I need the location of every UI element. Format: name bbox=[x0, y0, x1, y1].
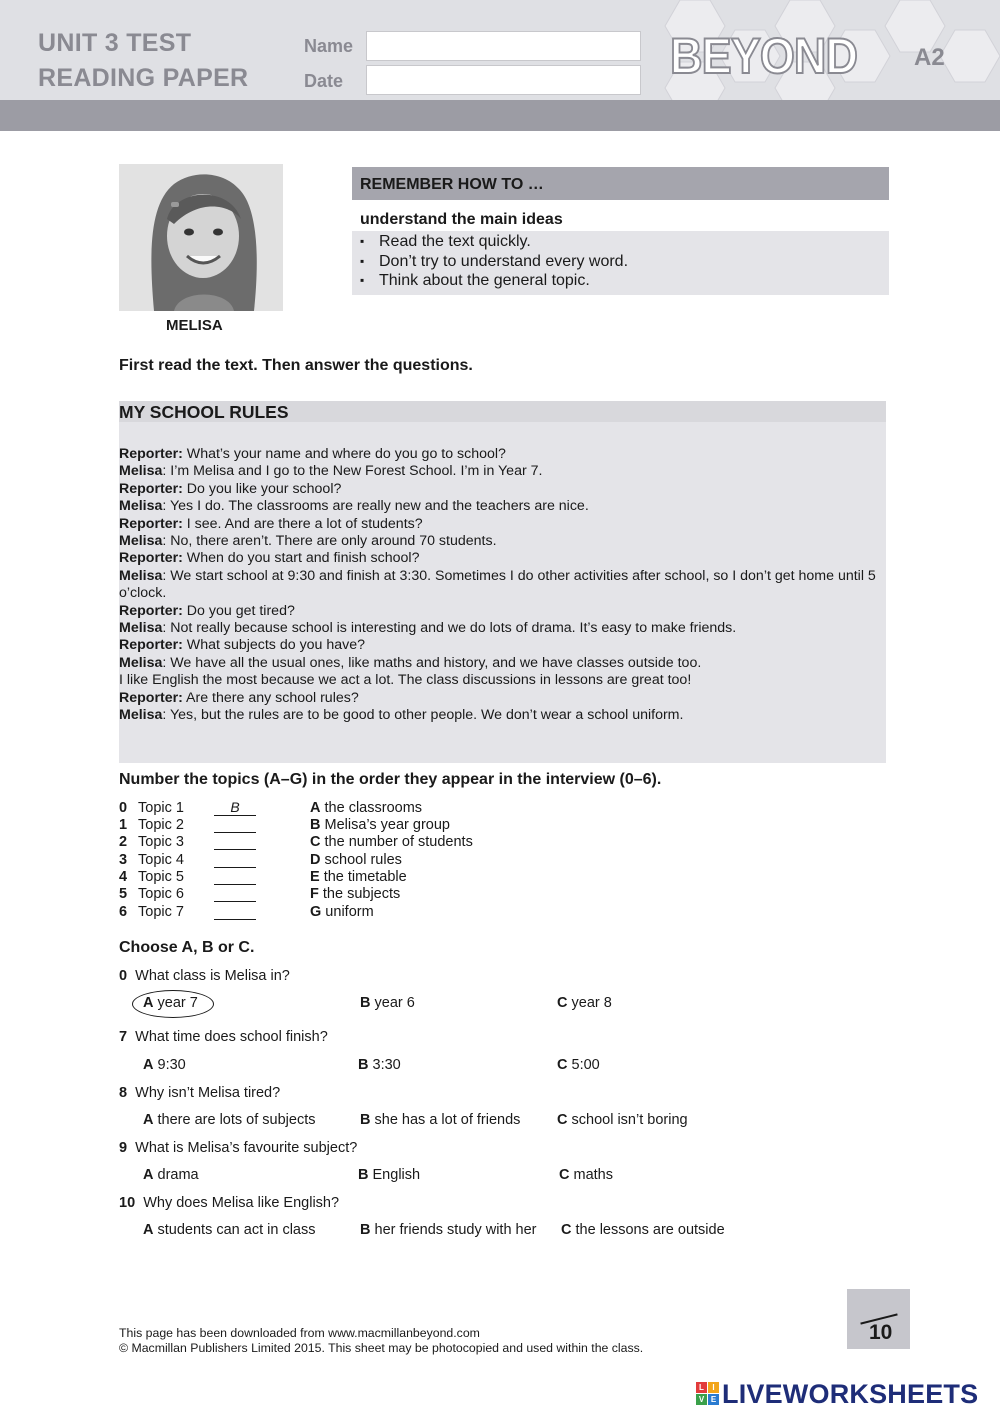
dialog-line: Reporter: I see. And are there a lot of students? bbox=[119, 515, 423, 532]
option-a[interactable]: A drama bbox=[143, 1167, 199, 1183]
interview-text-box bbox=[119, 401, 886, 763]
choose-instruction: Choose A, B or C. bbox=[119, 939, 255, 956]
test-title-line1: UNIT 3 TEST bbox=[38, 29, 192, 57]
topic-row: 2 Topic 3 C the number of students bbox=[119, 834, 473, 850]
liveworksheets-logo bbox=[696, 1378, 996, 1412]
question: 7 What time does school finish? bbox=[119, 1029, 328, 1045]
liveworksheets-wordmark: LIVEWORKSHEETS bbox=[722, 1379, 979, 1409]
brand-logo: BEYOND bbox=[670, 28, 858, 84]
option-b[interactable]: B her friends study with her bbox=[360, 1222, 537, 1238]
melisa-photo bbox=[119, 164, 283, 311]
dialog-line: Melisa: We have all the usual ones, like maths and history, and we have classes outside too. bbox=[119, 654, 702, 671]
option-b[interactable]: B year 6 bbox=[360, 995, 415, 1011]
header-band bbox=[0, 100, 1000, 131]
option-c[interactable]: C year 8 bbox=[557, 995, 612, 1011]
option-b[interactable]: B English bbox=[358, 1167, 421, 1183]
option-a[interactable]: A students can act in class bbox=[143, 1222, 316, 1238]
topic-row: 6 Topic 7 G uniform bbox=[119, 904, 374, 920]
dialog-line: Melisa: Not really because school is interesting and we do lots of drama. It’s easy to make friends. bbox=[119, 620, 737, 637]
dialog-line: Melisa: We start school at 9:30 and finish at 3:30. Sometimes I do other activities after school, so I don’t get home until 5 o’clock. bbox=[119, 567, 876, 602]
liveworksheets-icon: L I V E bbox=[696, 1382, 720, 1406]
dialog-line: Reporter: Do you like your school? bbox=[119, 480, 342, 497]
test-title-line2: READING PAPER bbox=[38, 64, 249, 92]
dialog-line: Melisa: No, there aren’t. There are only around 70 students. bbox=[119, 533, 497, 550]
topic-answer-blank[interactable] bbox=[214, 834, 256, 850]
topic-answer-blank[interactable] bbox=[214, 817, 256, 833]
option-b[interactable]: B 3:30 bbox=[358, 1057, 401, 1073]
topic-row: 0 Topic 1 B A the classrooms bbox=[119, 799, 423, 816]
dialog-line: I like English the most because we act a lot. The class discussions in lessons are great too! bbox=[119, 672, 692, 689]
topic-answer-blank[interactable] bbox=[214, 904, 256, 920]
dialog-line: Reporter: Are there any school rules? bbox=[119, 689, 359, 706]
level-badge: A2 bbox=[914, 44, 945, 71]
dialog-line: Reporter: When do you start and finish school? bbox=[119, 550, 420, 567]
topic-row: 1 Topic 2 B Melisa’s year group bbox=[119, 817, 450, 833]
tip-item: ▪ Read the text quickly. bbox=[360, 232, 889, 252]
remember-heading: REMEMBER HOW TO … bbox=[352, 167, 889, 200]
text-title: MY SCHOOL RULES bbox=[119, 401, 886, 422]
read-instruction: First read the text. Then answer the questions. bbox=[119, 357, 473, 374]
option-c[interactable]: C maths bbox=[559, 1167, 613, 1183]
score-total: 10 bbox=[869, 1321, 893, 1344]
date-label: Date bbox=[304, 71, 344, 91]
remember-subheading: understand the main ideas bbox=[360, 211, 563, 228]
tips-list bbox=[352, 231, 889, 295]
question: 0 What class is Melisa in? bbox=[119, 968, 290, 984]
dialog-line: Melisa: Yes, but the rules are to be good to other people. We don’t wear a school uniform. bbox=[119, 707, 684, 724]
question: 8 Why isn’t Melisa tired? bbox=[119, 1085, 281, 1101]
tip-item: ▪ Don’t try to understand every word. bbox=[360, 252, 889, 272]
footer-copyright: © Macmillan Publishers Limited 2015. This sheet may be photocopied and used within the class. bbox=[119, 1341, 644, 1355]
page-header bbox=[0, 0, 1000, 100]
dialog-line: Reporter: Do you get tired? bbox=[119, 602, 295, 619]
option-c[interactable]: C school isn’t boring bbox=[557, 1112, 688, 1128]
topic-row: 5 Topic 6 F the subjects bbox=[119, 886, 401, 902]
topic-answer-blank[interactable] bbox=[214, 886, 256, 902]
question: 9 What is Melisa’s favourite subject? bbox=[119, 1140, 358, 1156]
girl-portrait-image bbox=[119, 164, 283, 311]
interview-dialog bbox=[119, 446, 886, 725]
option-b[interactable]: B she has a lot of friends bbox=[360, 1112, 521, 1128]
dialog-line: Melisa: I’m Melisa and I go to the New Forest School. I’m in Year 7. bbox=[119, 463, 543, 480]
footer-source: This page has been downloaded from www.macmillanbeyond.com bbox=[119, 1326, 480, 1340]
option-a[interactable]: A 9:30 bbox=[143, 1057, 186, 1073]
question: 10 Why does Melisa like English? bbox=[119, 1195, 340, 1211]
dialog-line: Melisa: Yes I do. The classrooms are really new and the teachers are nice. bbox=[119, 498, 589, 515]
option-c[interactable]: C 5:00 bbox=[557, 1057, 600, 1073]
topic-answer-blank[interactable] bbox=[214, 852, 256, 868]
page-footer bbox=[119, 1326, 643, 1356]
tip-item: ▪ Think about the general topic. bbox=[360, 271, 889, 291]
test-title bbox=[38, 26, 248, 96]
topics-instruction: Number the topics (A–G) in the order they appear in the interview (0–6). bbox=[119, 771, 662, 788]
date-input[interactable] bbox=[366, 65, 641, 95]
option-a[interactable]: A year 7 bbox=[143, 995, 198, 1011]
name-label: Name bbox=[304, 36, 354, 56]
option-c[interactable]: C the lessons are outside bbox=[561, 1222, 725, 1238]
topic-row: 4 Topic 5 E the timetable bbox=[119, 869, 407, 885]
dialog-line: Reporter: What subjects do you have? bbox=[119, 637, 366, 654]
option-a[interactable]: A there are lots of subjects bbox=[143, 1112, 316, 1128]
topic-answer-blank[interactable] bbox=[214, 869, 256, 885]
dialog-line: Reporter: What’s your name and where do you go to school? bbox=[119, 446, 506, 462]
name-input[interactable] bbox=[366, 31, 641, 61]
photo-caption: MELISA bbox=[166, 317, 223, 334]
topic-answer-blank[interactable]: B bbox=[214, 800, 256, 816]
topic-row: 3 Topic 4 D school rules bbox=[119, 852, 402, 868]
